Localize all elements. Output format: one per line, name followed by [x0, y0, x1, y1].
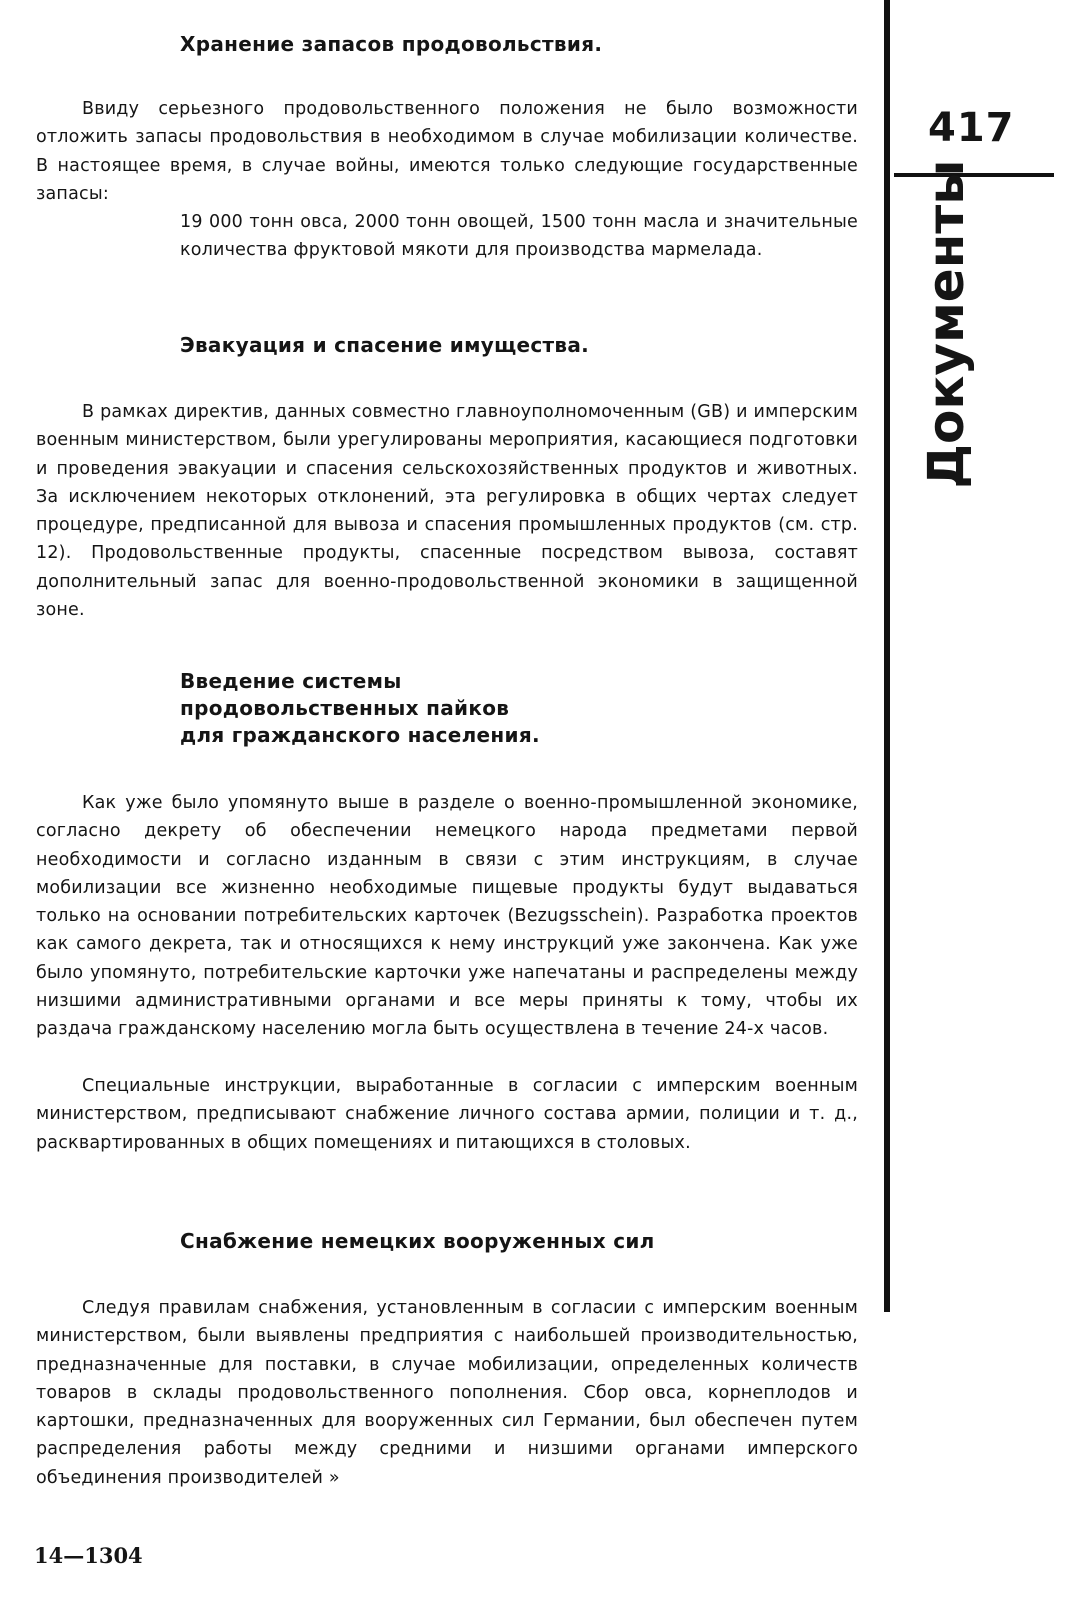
- paragraph-rationing-2: Специальные инструкции, выработанные в согласии с имперским военным министерством, предписывают снабжение личного состава армии, полиции и т. д., расквартированных в общих помещениях и питающихся в столовых.: [36, 1076, 858, 1153]
- paragraph-armed-forces: Следуя правилам снабжения, установленным в согласии с имперским военным министерством, были выявлены предприятия с наибольшей производительностью, предназначенные для поставки, в случае мобилизации, определенных количеств товаров в склады продовольственного пополнения. Сбор овса, корнеплодов и картошки, предназначенных для вооруженных сил Германии, был обеспечен путем распределения работы между средними и низшими органами имперского объединения производителей »: [36, 1298, 858, 1488]
- stock-list: 19 000 тонн овса, 2000 тонн овощей, 1500 тонн масла и значительные количества фруктовой мякоти для производства мармелада.: [180, 212, 858, 261]
- paragraph-evacuation: В рамках директив, данных совместно главноуполномоченным (GB) и имперским военным министерством, были урегулированы мероприятия, касающиеся подготовки и проведения эвакуации и спасения сельскохозяйственных продуктов и животных. За исключением некоторых отклонений, эта регулировка в общих чертах следует процедуре, предписанной для вывоза и спасения промышленных продуктов (см. стр. 12). Продовольственные продукты, спасенные посредством вывоза, составят дополнительный запас для военно-продовольственной экономики в защищенной зоне.: [36, 402, 858, 621]
- side-label: Документы: [917, 159, 975, 489]
- heading-armed-forces: Снабжение немецких вооруженных сил: [180, 1229, 655, 1253]
- heading-rationing-line-1: Введение системы: [180, 669, 402, 693]
- heading-rationing: [180, 668, 540, 749]
- margin-vertical-rule: [884, 0, 890, 1312]
- printer-signature: 14—1304: [34, 1543, 143, 1568]
- page-number: 417: [928, 105, 1015, 151]
- side-label-container: [906, 159, 986, 489]
- paragraph-rationing-1: Как уже было упомянуто выше в разделе о военно-промышленной экономике, согласно декрету об обеспечении немецкого народа предметами первой необходимости и согласно изданным в связи с этим инструкциям, в случае мобилизации все жизненно необходимые пищевые продукты будут выдаваться только на основании потребительских карточек (Bezugsschein). Разработка проектов как самого декрета, так и относящихся к нему инструкций уже закончена. Как уже было упомянуто, потребительские карточки уже напечатаны и распределены между низшими административными органами и все меры приняты к тому, чтобы их раздача гражданскому населению могла быть осуществлена в течение 24-х часов.: [36, 793, 858, 1040]
- heading-rationing-line-3: для гражданского населения.: [180, 723, 540, 747]
- paragraph-food-storage: Ввиду серьезного продовольственного положения не было возможности отложить запасы продовольствия в необходимом в случае мобилизации количестве. В настоящее время, в случае войны, имеются только следующие государственные запасы:: [36, 99, 858, 204]
- heading-food-storage: Хранение запасов продовольствия.: [180, 32, 603, 56]
- heading-evacuation: Эвакуация и спасение имущества.: [180, 333, 590, 357]
- heading-rationing-line-2: продовольственных пайков: [180, 696, 510, 720]
